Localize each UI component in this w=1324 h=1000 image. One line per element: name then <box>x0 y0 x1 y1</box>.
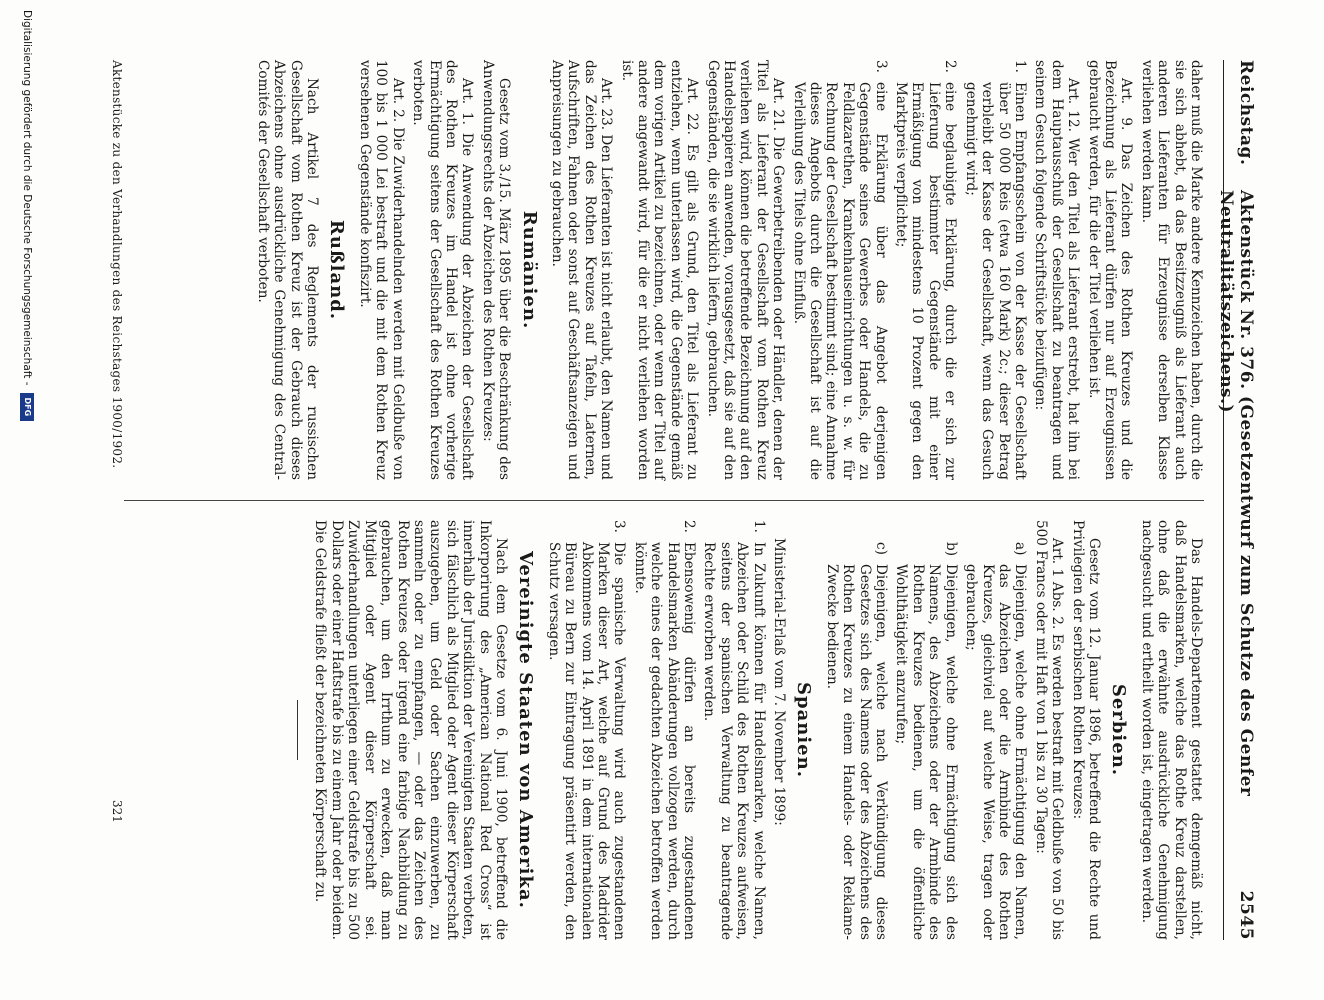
paragraph: Nach Artikel 7 des Reglements der russischen Gesellschaft vom Rothen Kreuz ist der Gebrauch dieses Abzeichens ohne ausdrückliche Genehmigung des Central-Comités der Gesellschaft verboten. <box>254 60 321 480</box>
list-number: 2. <box>681 520 698 533</box>
list-item <box>962 60 1028 480</box>
list-item <box>701 520 767 940</box>
list-item <box>823 520 889 940</box>
lettered-list <box>823 520 1028 940</box>
paragraph: Art. 22. Es gilt als Grund, den Titel als Lieferant zu entziehen, wenn unterlassen wird, die Gegenstände gemäß dem vorigen Artikel zu bezeichnen, oder wenn der Titel auf andere angewandt wird, für die er nicht verliehen worden ist. <box>618 60 701 480</box>
section-heading: Rußland. <box>326 219 348 321</box>
list-number: 1. <box>750 520 767 533</box>
closing-rule <box>297 700 298 760</box>
sheet-number: 321 <box>110 800 124 823</box>
list-text: Einen Empfangsschein von der Kasse der Gesellschaft über 50 000 Reis (etwa 160 Mark) 2c.; dieser Betrag verbleibt der Kasse der Gesellschaft, wenn das Gesuch genehmigt wird; <box>962 82 1028 480</box>
section-heading: Vereinigte Staaten von Amerika. <box>515 551 537 909</box>
header-title: Aktenstück Nr. 376. (Gesetzentwurf zum Schutze des Genfer Neutralitätszeichens.) <box>1216 190 1256 797</box>
column-divider <box>124 500 1204 501</box>
paragraph: daher muß die Marke andere Kennzeichen haben, durch die sie sich abhebt, da das Besitzzeugniß als Lieferant auch anderen Lieferanten für Erzeugnisse derselben Klasse verliehen werden kann. <box>1138 60 1204 480</box>
list-item <box>893 520 959 940</box>
list-number: 1. <box>1011 60 1028 73</box>
list-item <box>893 60 959 480</box>
list-text: Diejenigen, welche ohne Ermächtigung den Namen, das Abzeichen oder die Armbinde des Rothen Kreuzes, gleichviel auf welche Weise, tragen oder gebrauchen; <box>963 564 1029 940</box>
numbered-list <box>545 520 766 940</box>
section-heading: Spanien. <box>793 682 815 778</box>
list-number: 2. <box>942 60 959 73</box>
list-text: Ebensowenig dürfen an bereits zugestandenen Handelsmarken Abänderungen vollzogen werden, durch welche eines der gedachten Abzeichen betroffen werden könnte. <box>631 542 698 940</box>
paragraph: Art. 9. Das Zeichen des Rothen Kreuzes und die Bezeichnung als Lieferant dürfen nur auf Erzeugnissen gebraucht werden, für die der Titel verliehen ist. <box>1085 60 1135 480</box>
numbered-list <box>790 60 1028 480</box>
dfg-logo-icon: DFG <box>20 393 34 421</box>
list-letter: c) <box>873 542 890 555</box>
header-left: Reichstag. <box>1236 60 1256 166</box>
list-number: 3. <box>872 60 889 73</box>
list-text: Die spanische Verwaltung wird auch zugestandenen Marken dieser Art, welche auf Grund des Madrider Abkommens vom 14. April 1891 in dem internationalen Büreau zu Bern zur Eintragung präsentirt werden, den Schutz versagen. <box>545 542 628 940</box>
list-letter: b) <box>942 542 959 557</box>
right-column <box>144 520 1204 940</box>
paragraph: Gesetz vom 12. Januar 1896, betreffend die Rechte und Privilegien der serbischen Rothen Kreuzes: <box>1069 520 1102 940</box>
list-letter: a) <box>1012 542 1029 556</box>
paragraph: Art. 12. Wer den Titel als Lieferant erstrebt, hat ihn bei dem Hauptausschuß der Gesellschaft zu beantragen und seinem Gesuch folgende Schriftstücke beizufügen: <box>1032 60 1082 480</box>
paragraph: Art. 1. Die Anwendung der Abzeichen der Gesellschaft des Rothen Kreuzes im Handel ist ohne vorherige Ermächtigung seitens der Gesellschaft des Rothen Kreuzes verboten. <box>410 60 476 480</box>
list-item <box>963 520 1029 940</box>
list-item <box>631 520 697 940</box>
paragraph: Art. 21. Die Gewerbetreibenden oder Händler, denen der Titel als Lieferant der Gesellschaft vom Rothen Kreuz verliehen wird, können die betreffende Bezeichnung auf den Handelspapieren anwenden, vorausgesetzt, daß sie auf den Gegenständen, die sie wirklich liefern, gebrauchen. <box>704 60 787 480</box>
credit-text: Digitalisierung gefördert durch die Deutsche Forschungsgemeinschaft - <box>21 10 33 386</box>
list-text: Diejenigen, welche ohne Ermächtigung sich des Namens, des Abzeichens oder der Armbinde des Rothen Kreuzes bedienen, um die öffentliche Wohlthätigkeit anzurufen; <box>893 564 959 940</box>
paragraph: Gesetz vom 3./15. März 1895 über die Beschränkung des Anwendungsrechts der Abzeichen des Rothen Kreuzes: <box>479 60 513 480</box>
paragraph: Art. 23. Den Lieferanten ist nicht erlaubt, den Namen und das Zeichen des Rothen Kreuzes auf Tafeln, Laternen, Aufschriften, Fahnen oder sonst auf Geschäftsanzeigen und Anpreisungen zu gebrauchen. <box>548 60 615 480</box>
paragraph: Ministerial-Erlaß vom 7. November 1899: <box>771 538 788 826</box>
paragraph: Nach dem Gesetze vom 6. Juni 1900, betreffend die Inkorporirung des „American National Red Cross“ ist innerhalb der Jurisdiktion der Vereinigten Staaten verboten, sich fälschlich als Mitglied oder Agent dieser Körperschaft auszugeben, um Geld oder Sachen einzuwerben, zu sammeln oder zu empfangen, — oder das Zeichen des Rothen Kreuzes oder irgend eine farbige Nachbildung zu gebrauchen, um den Irrthum zu erwecken, daß man Mitglied oder Agent dieser Körperschaft sei. Zuwiderhandlungen unterliegen einer Geldstrafe bis zu 500 Dollars oder einer Haftstrafe bis zu einem Jahr oder beidem. Die Geldstrafe fließt der bezeichneten Körperschaft zu. <box>312 520 509 940</box>
footer-note: Aktenstücke zu den Verhandlungen des Reichstages 1900/1902. <box>110 60 124 469</box>
list-number: 3. <box>611 520 628 533</box>
list-text: eine Erklärung über das Angebot derjenigen Gegenstände seines Gewerbes oder Handels, die zu Feldlazarethen, Krankenhauseinrichtungen u. s. w. für Rechnung der Gesellschaft bestimmt sind; eine Annahme dieses Angebots durch die Gesellschaft ist auf die Verleihung des Titels ohne Einfluß. <box>790 82 889 480</box>
list-item <box>790 60 888 480</box>
list-item <box>545 520 627 940</box>
page-number: 2545 <box>1236 890 1256 940</box>
page-header <box>1216 60 1264 940</box>
list-text: eine beglaubigte Erklärung, durch die er sich zur Lieferung bestimmter Gegenstände mit einer Ermäßigung von mindestens 10 Prozent gegen den Marktpreis verpflichtet; <box>893 82 959 480</box>
list-text: Diejenigen, welche nach Verkündigung dieses Gesetzes sich des Namens oder des Abzeichens des Rothen Kreuzes zu einem Handels- oder Reklame-Zwecke bedienen. <box>823 564 890 940</box>
paragraph: Art. 2. Die Zuwiderhandelnden werden mit Geldbuße von 100 bis 1 000 Lei bestraft und die mit dem Rothen Kreuz versehenen Gegenstände konfiszirt. <box>356 60 406 480</box>
paragraph: Art. 1 Abs. 2. Es werden bestraft mit Geldbuße von 50 bis 500 Francs oder mit Haft von 1 bis zu 30 Tagen: <box>1032 520 1066 940</box>
page-body <box>110 60 1274 940</box>
left-column <box>144 60 1204 480</box>
section-heading: Rumänien. <box>518 210 540 330</box>
section-heading: Serbien. <box>1108 683 1130 777</box>
list-text: In Zukunft können für Handelsmarken, welche Namen, Abzeichen oder Schild des Rothen Kreuzes aufweisen, seitens der spanischen Verwaltung zu beantragende Rechte erworben werden. <box>701 542 767 940</box>
digitization-credit <box>20 10 34 421</box>
paragraph: Das Handels-Departement gestattet demgemäß nicht, daß Handelsmarken, welche das Rothe Kreuz darstellen, ohne daß die erwähnte ausdrückliche Genehmigung nachgesucht und ertheilt worden ist, eingetragen werden. <box>1138 520 1204 940</box>
